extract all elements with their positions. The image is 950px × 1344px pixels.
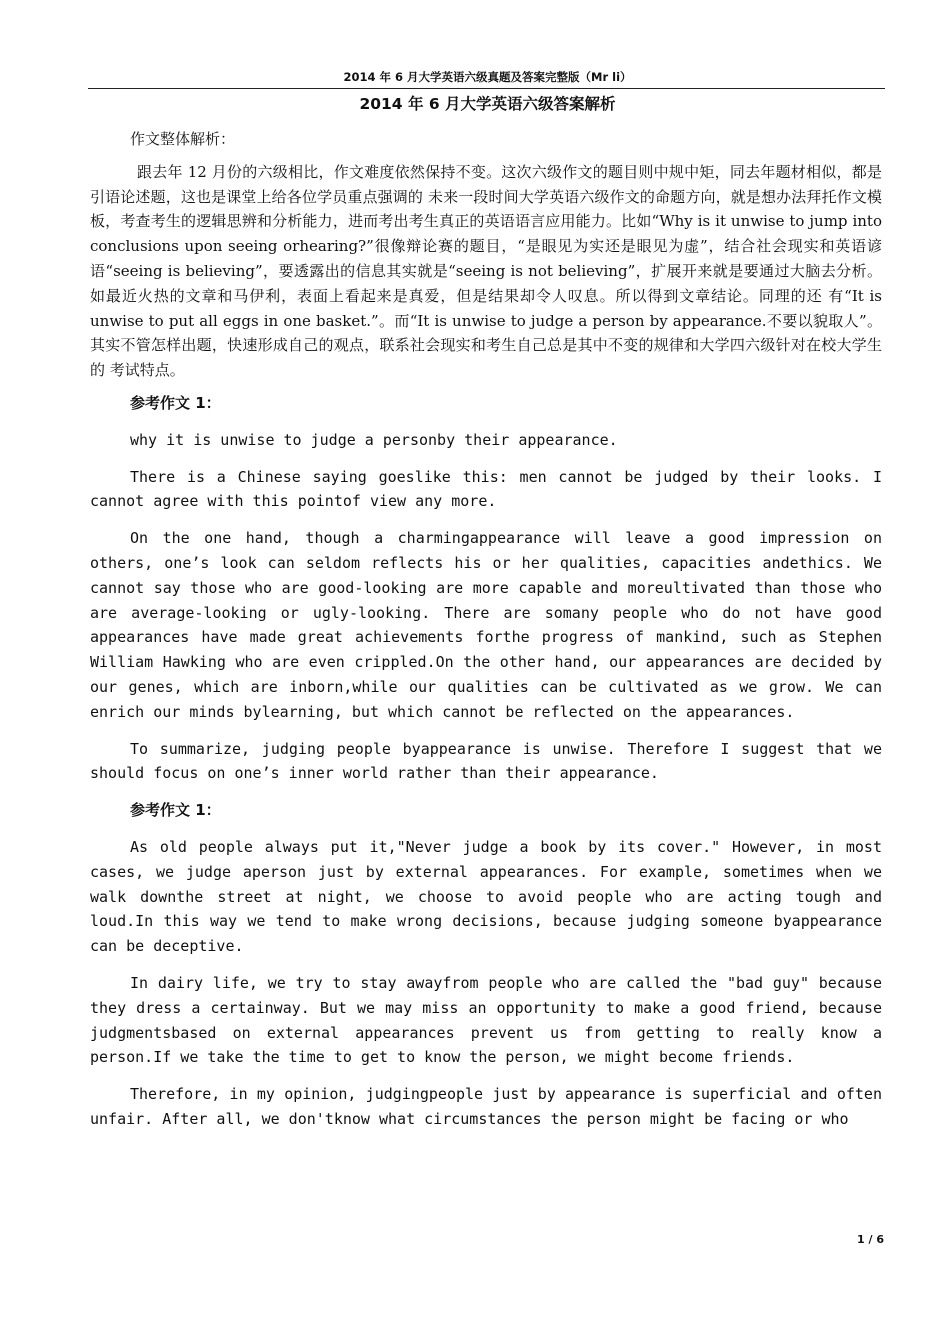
header-rule [88,88,885,89]
document-body [90,127,882,1132]
essay2-paragraph-1: As old people always put it,"Never judge a book by its cover." However, in most cases, we judge aperson just by external appearances. For example, sometimes when we walk downthe street at night, we choose to avoid people who are acting tough and loud.In this way we tend to make wrong decisions, because judging someone byappearance can be deceptive. [90,837,882,956]
document-title: 2014 年 6 月大学英语六级答案解析 [359,95,616,113]
essay2-heading: 参考作文 1： [130,801,221,820]
essay1-paragraph-3: To summarize, judging people byappearance is unwise. Therefore I suggest that we should focus on one’s inner world rather than their appearance. [90,739,882,783]
essay1-heading: 参考作文 1： [130,393,221,412]
essay1-title: why it is unwise to judge a personby their appearance. [130,430,618,449]
essay2-paragraph-2: In dairy life, we try to stay awayfrom people who are called the "bad guy" because they dress a certainway. But we may miss an opportunity to make a good friend, because judgmentsbased on external appearances prevent us from getting to really know a person.If we take the time to get to know the person, we might become friends. [90,973,882,1067]
page-number: 1 / 6 [857,1233,884,1246]
analysis-label: 作文整体解析： [130,130,236,148]
essay1-paragraph-1: There is a Chinese saying goeslike this: men cannot be judged by their looks. I cannot agree with this pointof view any more. [90,467,882,511]
essay2-paragraph-3: Therefore, in my opinion, judgingpeople just by appearance is superficial and often unfair. After all, we don'tknow what circumstances the person might be facing or who [90,1085,882,1128]
running-header: 2014 年 6 月大学英语六级真题及答案完整版（Mr li） [343,70,632,84]
analysis-paragraph: 跟去年 12 月份的六级相比，作文难度依然保持不变。这次六级作文的题目则中规中矩，同去年题材相似，都是引语论述题，这也是课堂上给各位学员重点强调的 未来一段时间大学英语六级作文的命题方向，就是想办法拜托作文模板，考查考生的逻辑思辨和分析能力，进而考出考生真正的英语语言应用能力。比如“Why is it unwise to jump into conclusions upon seeing orhearing?”很像辩论赛的题目，“是眼见为实还是眼见为虚”，结合社会现实和英语谚语“seeing is believing”，要透露出的信息其实就是“seeing is not believing”，扩展开来就是要通过大脑去分析。如最近火热的文章和马伊利，表面上看起来是真爱，但是结果却令人叹息。所以得到文章结论。同理的还 有“It is unwise to put all eggs in one basket.”。而“It is unwise to judge a person by appearance.不要以貌取人”。其实不管怎样出题，快速形成自己的观点，联系社会现实和考生自己总是其中不变的规律和大学四六级针对在校大学生的 考试特点。 [90,162,882,380]
essay1-paragraph-2: On the one hand, though a charmingappearance will leave a good impression on others, one’s look can seldom reflects his or her qualities, capacities andethics. We cannot say those who are good-looking are more capable and moreultivated than those who are average-looking or ugly-looking. There are somany people who do not have good appearances have made great achievements forthe progress of mankind, such as Stephen William Hawking who are even crippled.On the other hand, our appearances are decided by our genes, which are inborn,while our qualities can be cultivated as we grow. We can enrich our minds bylearning, but which cannot be reflected on the appearances. [90,529,882,721]
